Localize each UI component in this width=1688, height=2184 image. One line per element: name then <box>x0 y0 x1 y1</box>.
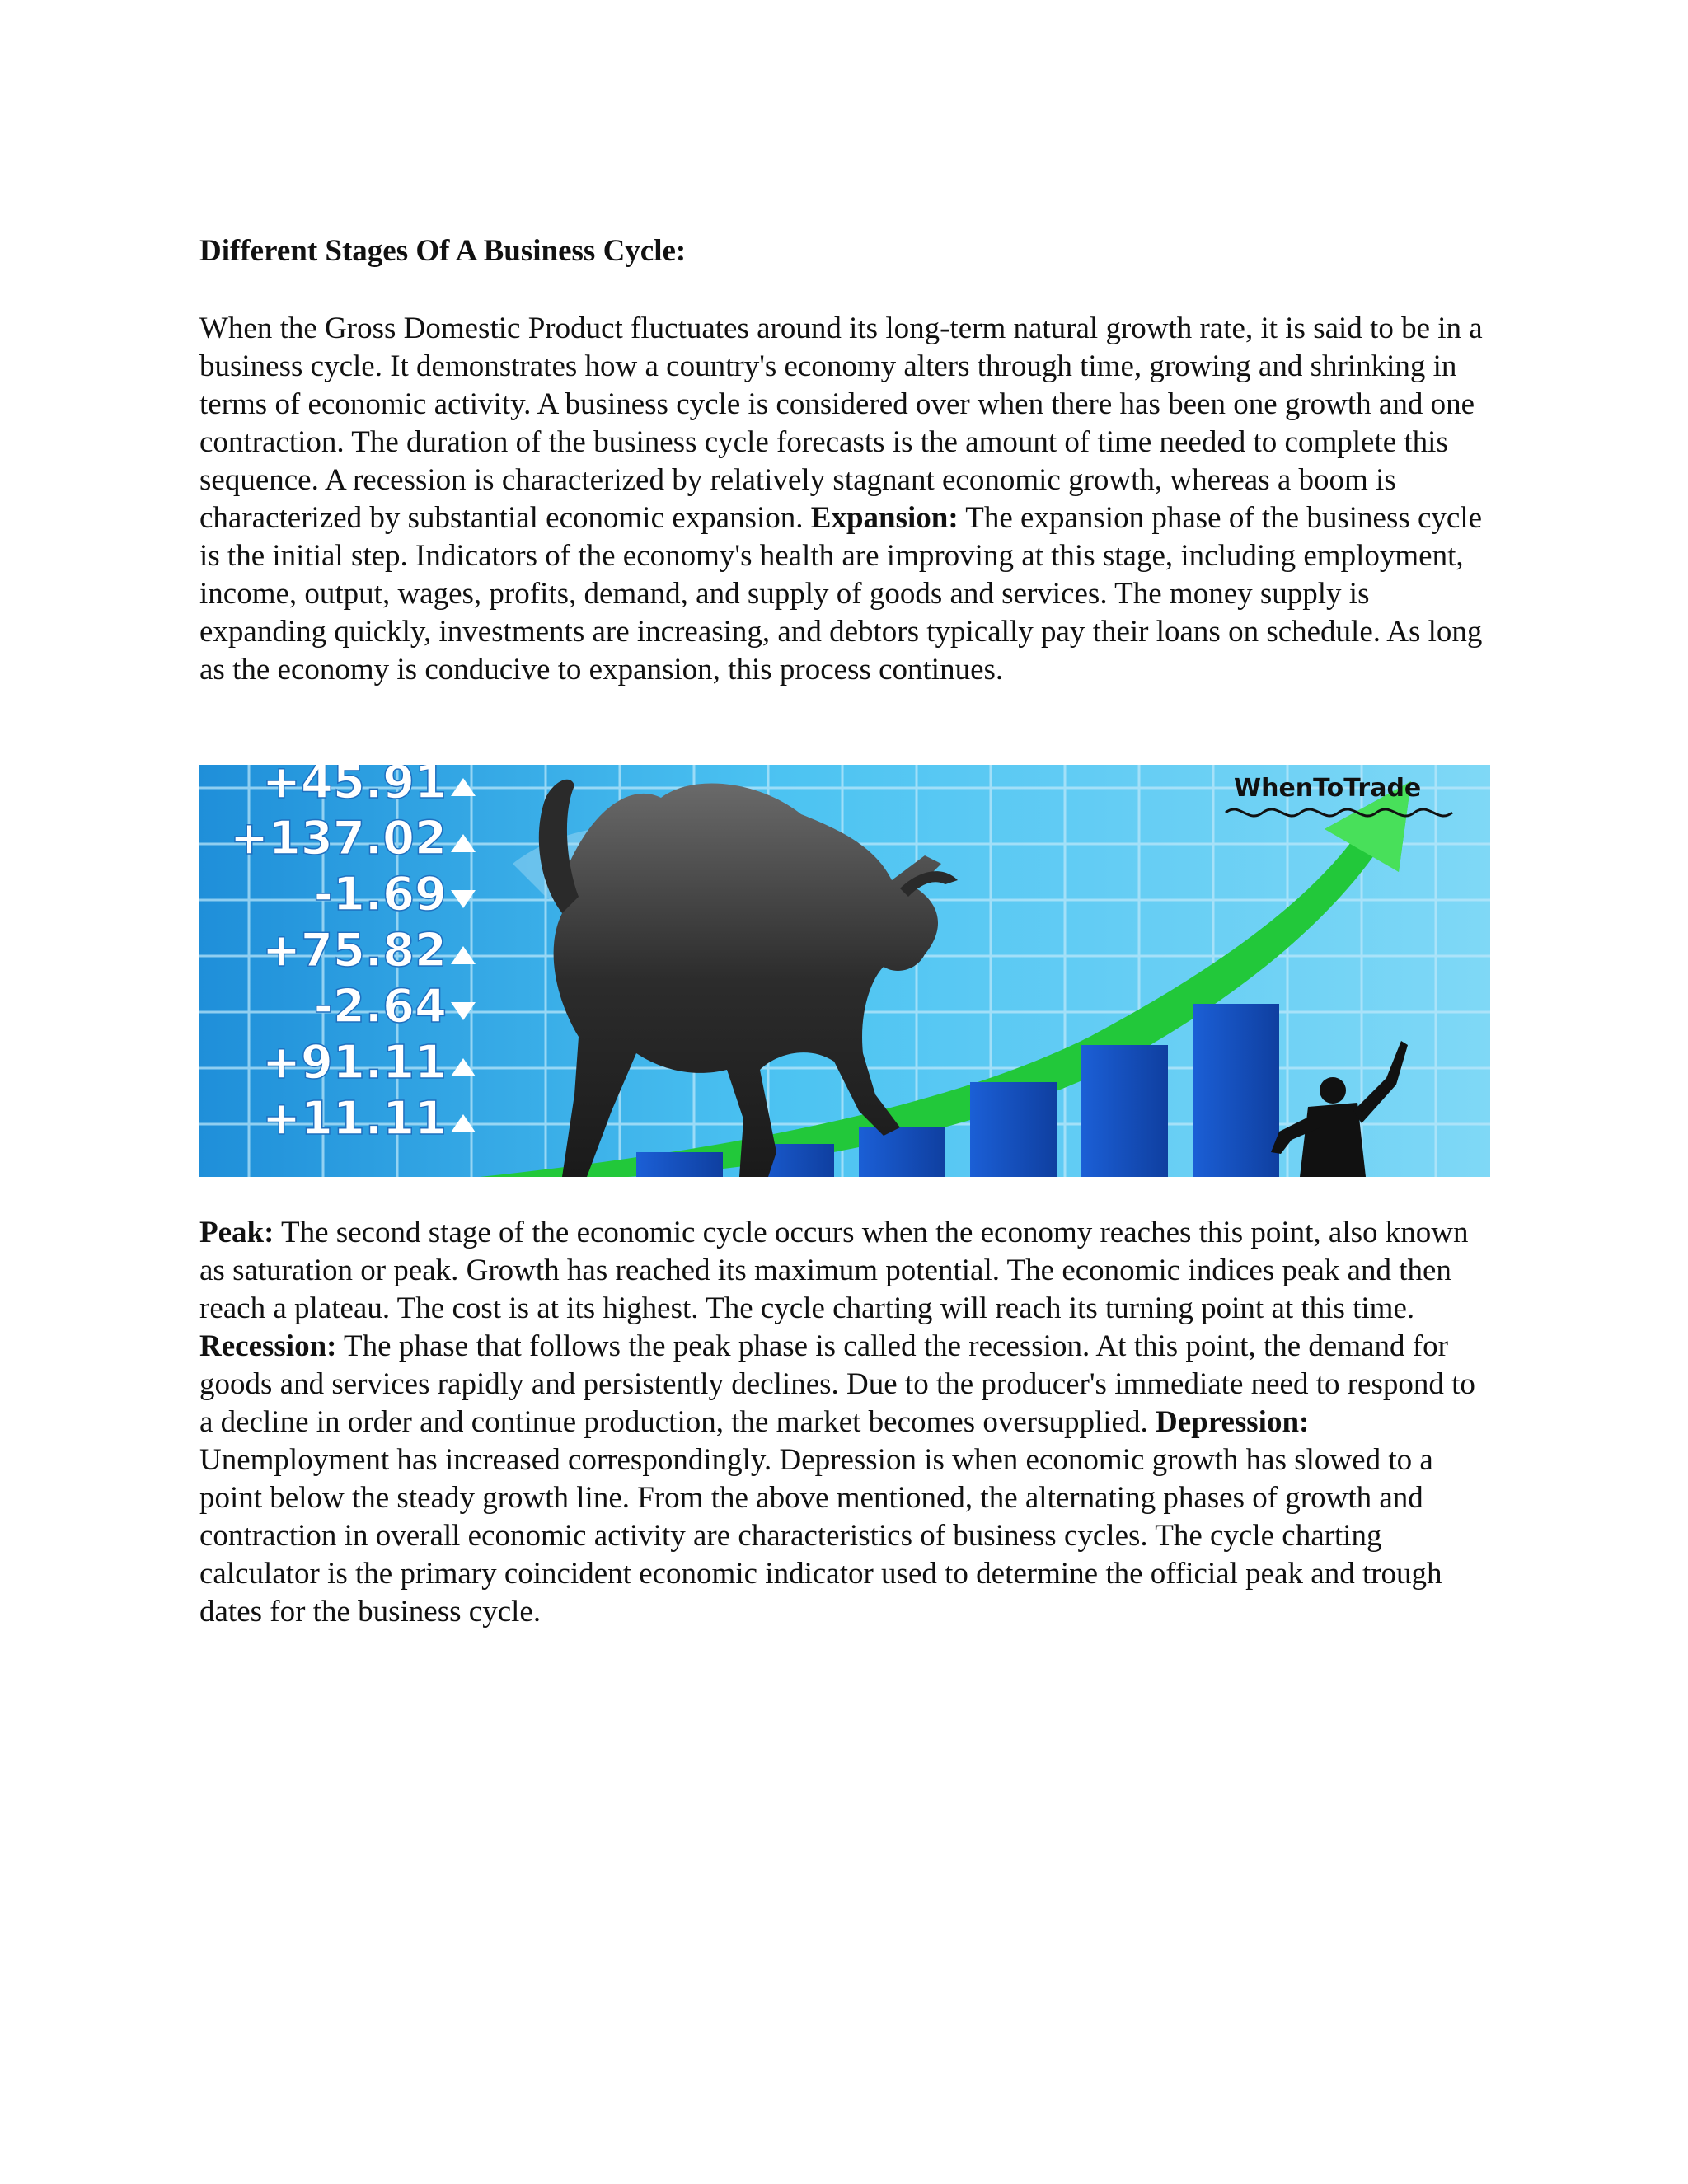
ticker-value: -2.64 <box>313 980 447 1033</box>
expansion-text: The expansion phase of the business cycle is the initial step. Indicators of the economy's health are improving at this stage, including employment, income, output, wages, profits, demand, and supply of goods and services. The money supply is expanding quickly, investments are increasing, and debtors typically pay their loans on schedule. As long as the economy is conducive to expansion, this process continues. <box>199 501 1483 687</box>
page-heading: Different Stages Of A Business Cycle: <box>199 234 687 268</box>
ticker-value: +45.91 <box>261 765 447 809</box>
peak-label: Peak: <box>199 1216 274 1249</box>
ticker-column <box>230 765 476 1146</box>
ticker-value: +137.02 <box>229 812 447 865</box>
bull-market-illustration <box>199 765 1490 1177</box>
phases-paragraph <box>199 1214 1492 1631</box>
bar <box>859 1127 945 1177</box>
ticker-value: +91.11 <box>261 1036 447 1090</box>
ticker-value: +11.11 <box>261 1092 447 1146</box>
intro-text: When the Gross Domestic Product fluctuates around its long-term natural growth rate, it is said to be in a business cycle. It demonstrates how a country's economy alters through time, growing and shrinking in terms of economic activity. A business cycle is considered over when there has been one growth and one contraction. The duration of the business cycle forecasts is the amount of time needed to complete this sequence. A recession is characterized by relatively stagnant economic growth, whereas a boom is characterized by substantial economic expansion. <box>199 312 1483 535</box>
recession-label: Recession: <box>199 1329 337 1363</box>
ticker-value: -1.69 <box>313 868 447 921</box>
depression-text: Unemployment has increased correspondingly. Depression is when economic growth has slowed to a point below the steady growth line. From the above mentioned, the alternating phases of growth and contraction in overall economic activity are characteristics of business cycles. The cycle charting calculator is the primary coincident economic indicator used to determine the official peak and trough dates for the business cycle. <box>199 1443 1442 1629</box>
brand-name: WhenToTrade <box>1234 774 1422 803</box>
intro-section <box>199 310 1492 689</box>
bar <box>970 1082 1057 1177</box>
bar <box>1081 1045 1168 1177</box>
expansion-label: Expansion: <box>810 501 959 535</box>
bar <box>636 1152 723 1177</box>
depression-label: Depression: <box>1155 1405 1310 1439</box>
illustration-canvas <box>199 765 1490 1177</box>
ticker-value: +75.82 <box>261 924 447 977</box>
intro-paragraph <box>199 310 1492 689</box>
recession-text: The phase that follows the peak phase is called the recession. At this point, the demand for goods and services rapidly and persistently declines. Due to the producer's immediate need to respond to a decline in order and continue production, the market becomes oversupplied. <box>199 1329 1475 1439</box>
phases-section <box>199 1214 1492 1631</box>
peak-text: The second stage of the economic cycle occurs when the economy reaches this point, also known as saturation or peak. Growth has reached its maximum potential. The economic indices peak and then reach a plateau. The cost is at its highest. The cycle charting will reach its turning point at this time. <box>199 1216 1469 1325</box>
bar <box>1193 1004 1279 1177</box>
